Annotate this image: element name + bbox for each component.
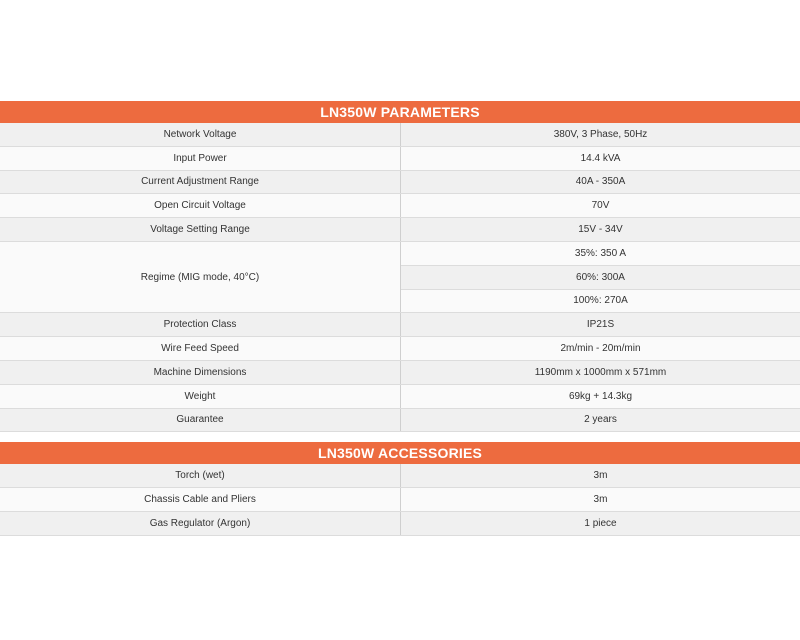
param-value: 2m/min - 20m/min [401,337,800,361]
regime-value: 60%: 300A [401,265,800,289]
table-row [0,123,800,146]
param-value: 15V - 34V [401,218,800,242]
table-row-regime [0,241,800,265]
param-value: 70V [401,194,800,218]
table-row [0,337,800,361]
table-row [0,360,800,384]
parameters-table [0,123,800,432]
param-label: Voltage Setting Range [0,218,401,242]
param-label: Input Power [0,146,401,170]
table-row [0,170,800,194]
param-value: 2 years [401,408,800,432]
accessory-label: Chassis Cable and Pliers [0,488,401,512]
param-label: Guarantee [0,408,401,432]
table-row [0,313,800,337]
regime-value: 35%: 350 A [401,241,800,265]
accessory-label: Gas Regulator (Argon) [0,511,401,535]
table-row [0,194,800,218]
table-row [0,384,800,408]
param-label: Protection Class [0,313,401,337]
param-value: 40A - 350A [401,170,800,194]
param-value: 14.4 kVA [401,146,800,170]
accessory-label: Torch (wet) [0,464,401,487]
parameters-header: LN350W PARAMETERS [0,101,800,123]
param-label: Current Adjustment Range [0,170,401,194]
regime-label: Regime (MIG mode, 40°C) [0,241,401,312]
param-value: IP21S [401,313,800,337]
top-spacer [0,0,800,101]
accessories-table [0,464,800,535]
section-gap [0,432,800,442]
table-row [0,218,800,242]
param-value: 380V, 3 Phase, 50Hz [401,123,800,146]
accessory-value: 3m [401,488,800,512]
regime-value: 100%: 270A [401,289,800,313]
table-row [0,488,800,512]
table-row [0,464,800,487]
param-label: Weight [0,384,401,408]
param-value: 1190mm x 1000mm x 571mm [401,360,800,384]
param-label: Network Voltage [0,123,401,146]
param-label: Open Circuit Voltage [0,194,401,218]
table-row [0,511,800,535]
param-label: Wire Feed Speed [0,337,401,361]
table-row [0,408,800,432]
table-row [0,146,800,170]
param-label: Machine Dimensions [0,360,401,384]
accessories-header: LN350W ACCESSORIES [0,442,800,464]
accessory-value: 1 piece [401,511,800,535]
param-value: 69kg + 14.3kg [401,384,800,408]
accessory-value: 3m [401,464,800,487]
